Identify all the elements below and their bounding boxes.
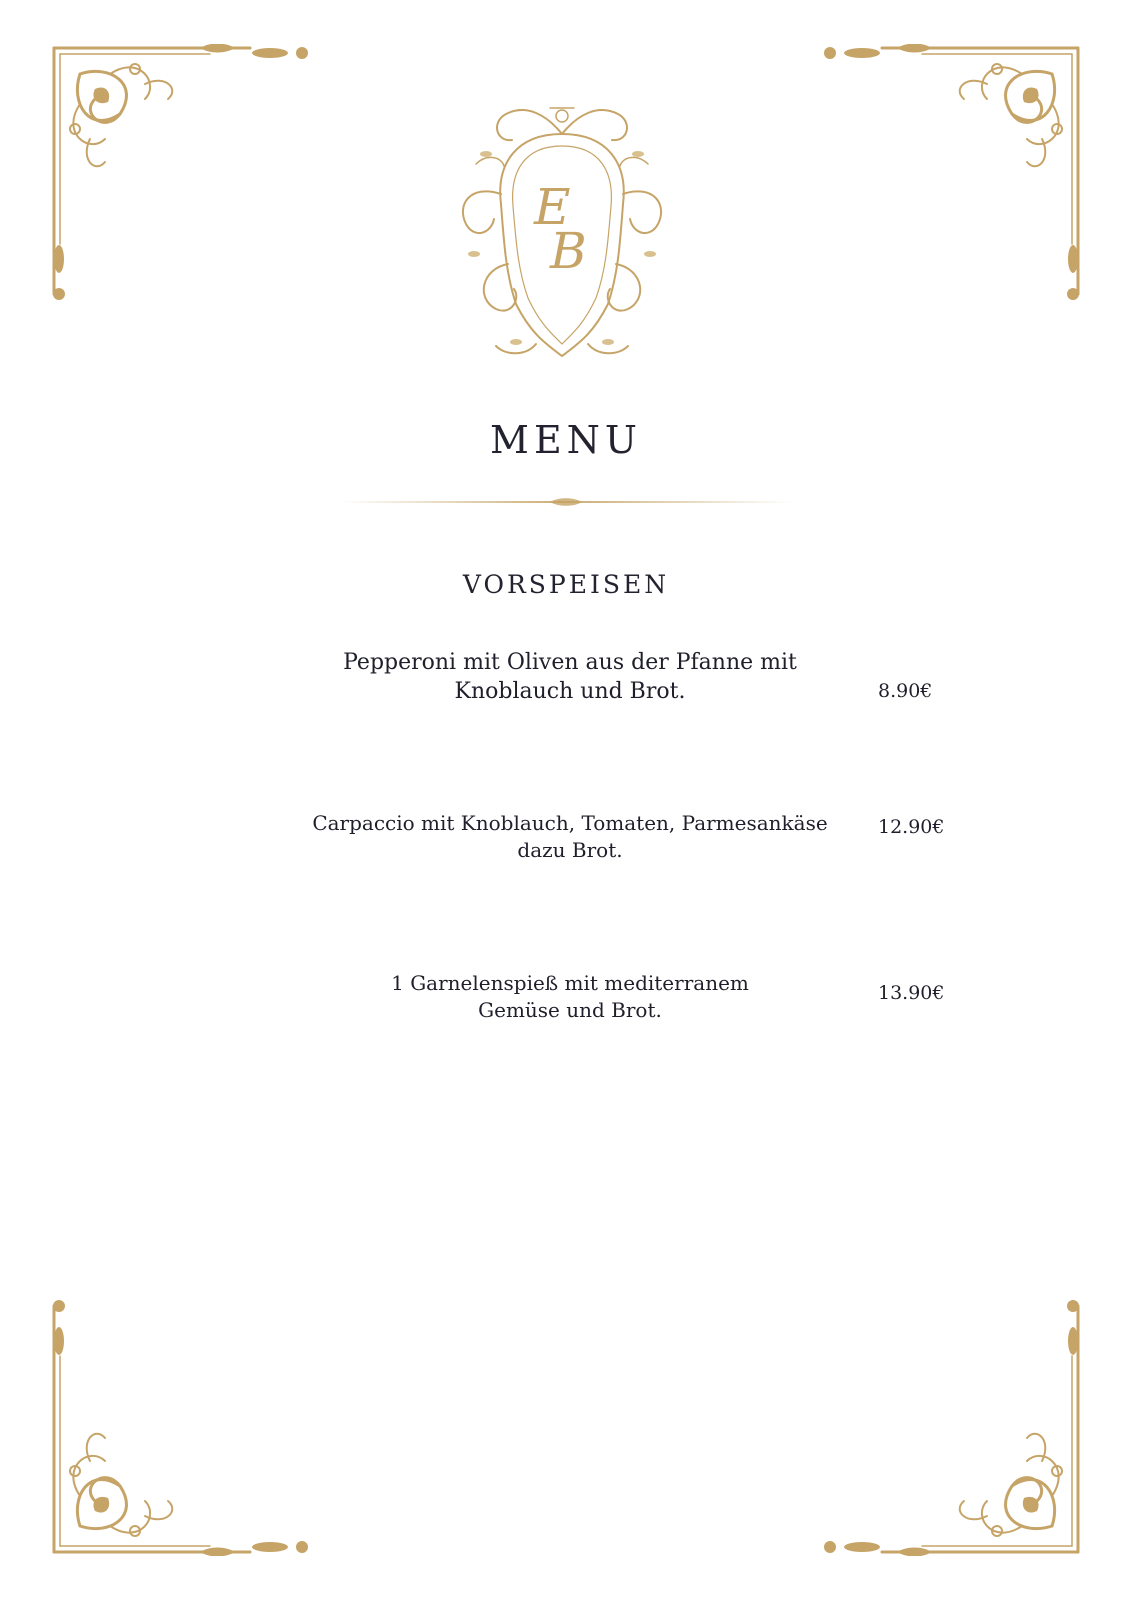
menu-item <box>280 810 860 864</box>
ornament-icon <box>50 1296 310 1556</box>
menu-item-description-line: Pepperoni mit Oliven aus der Pfanne mit <box>343 650 797 675</box>
ornament-icon <box>822 44 1082 304</box>
menu-item-price: 8.90€ <box>878 680 933 702</box>
crest-logo <box>446 94 678 366</box>
ornament-icon <box>50 44 310 304</box>
monogram <box>446 94 678 366</box>
menu-item-description-line: Carpaccio mit Knoblauch, Tomaten, Parmesankäse <box>312 811 828 835</box>
menu-item-price: 12.90€ <box>878 816 945 838</box>
corner-ornament-top-left <box>50 44 310 304</box>
menu-title: MENU <box>490 418 642 462</box>
menu-item <box>280 648 860 706</box>
corner-ornament-bottom-right <box>822 1296 1082 1556</box>
menu-item <box>280 970 860 1024</box>
monogram-letter-b: B <box>550 222 587 280</box>
corner-ornament-top-right <box>822 44 1082 304</box>
ornament-icon <box>822 1296 1082 1556</box>
menu-item-description-line: dazu Brot. <box>517 838 623 862</box>
menu-item-price: 13.90€ <box>878 982 945 1004</box>
monogram-letter-e: E <box>534 178 571 236</box>
menu-item-description-line: 1 Garnelenspieß mit mediterranem <box>391 971 749 995</box>
menu-item-description-line: Gemüse und Brot. <box>478 998 662 1022</box>
title-divider <box>340 494 792 512</box>
menu-item-description-line: Knoblauch und Brot. <box>454 679 686 704</box>
section-title-vorspeisen: VORSPEISEN <box>462 570 670 599</box>
divider-ornament-icon <box>340 494 792 512</box>
corner-ornament-bottom-left <box>50 1296 310 1556</box>
